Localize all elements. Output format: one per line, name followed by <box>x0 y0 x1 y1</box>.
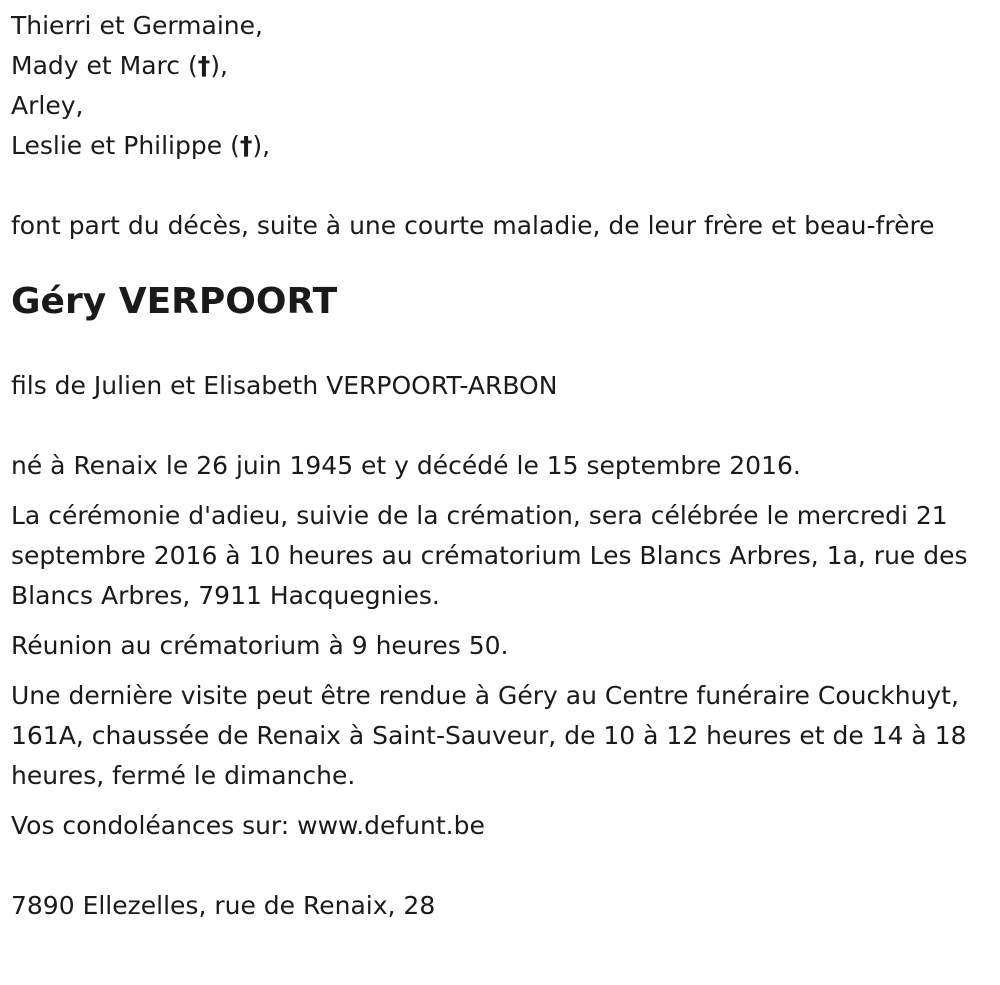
parents-text: fils de Julien et Elisabeth VERPOORT-ARBON <box>11 371 558 400</box>
birth-death-text: né à Renaix le 26 juin 1945 et y décédé le 15 septembre 2016. <box>11 451 801 480</box>
condolences-text: Vos condoléances sur: www.defunt.be <box>11 811 485 840</box>
deceased-name: Géry VERPOORT <box>11 281 338 322</box>
family-line: Mady et Marc (†), <box>11 51 228 80</box>
family-line: Arley, <box>11 91 84 120</box>
family-list <box>11 6 980 166</box>
family-line: Leslie et Philippe (†), <box>11 131 271 160</box>
visit-text: Une dernière visite peut être rendue à Géry au Centre funéraire Couckhuyt, 161A, chaussée de Renaix à Saint-Sauveur, de 10 à 12 heures et de 14 à 18 heures, fermé le dimanche. <box>11 681 967 790</box>
cross-icon: † <box>239 131 253 160</box>
announcement-text: font part du décès, suite à une courte maladie, de leur frère et beau-frère <box>11 211 935 240</box>
meeting-text: Réunion au crématorium à 9 heures 50. <box>11 631 509 660</box>
address-text: 7890 Ellezelles, rue de Renaix, 28 <box>11 891 436 920</box>
ceremony-text: La cérémonie d'adieu, suivie de la crémation, sera célébrée le mercredi 21 septembre 2016 à 10 heures au crématorium Les Blancs Arbres, 1a, rue des Blancs Arbres, 7911 Hacquegnies. <box>11 501 968 610</box>
family-line: Thierri et Germaine, <box>11 11 263 40</box>
cross-icon: † <box>197 51 211 80</box>
